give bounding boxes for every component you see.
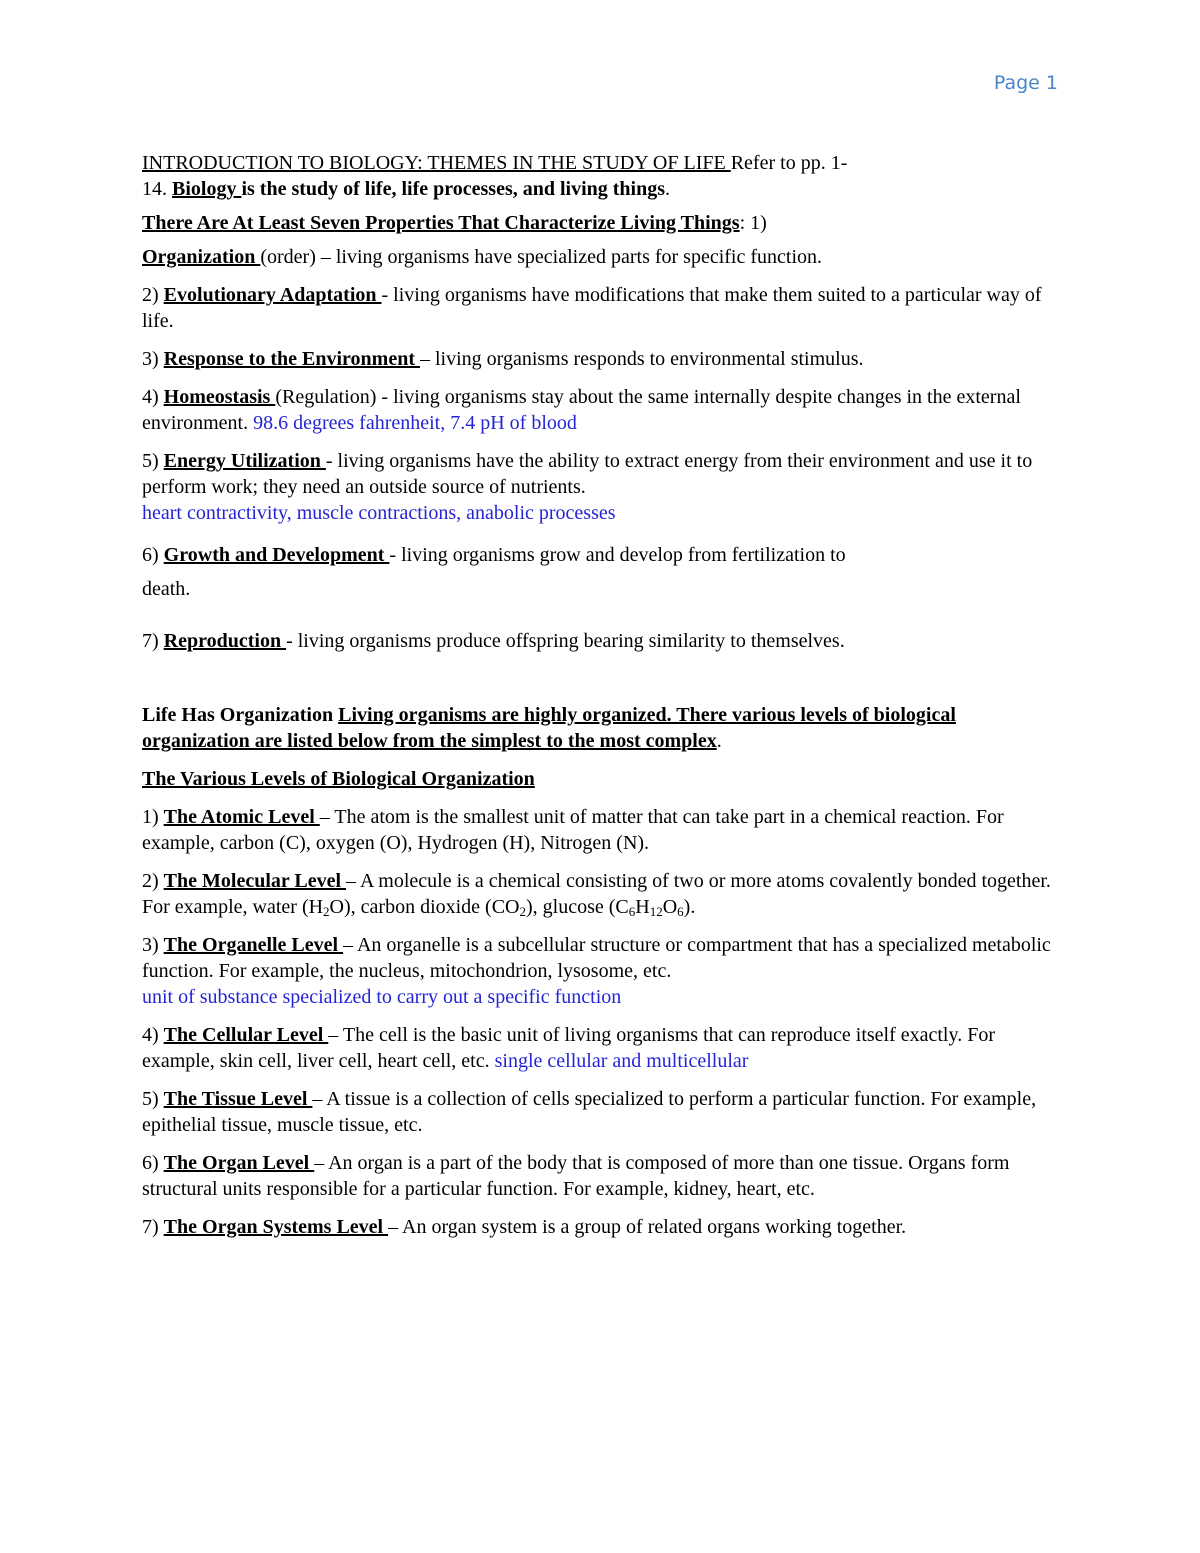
level-term: The Molecular Level xyxy=(163,870,347,892)
property-item: 3) Response to the Environment – living organisms responds to environmental stimulus. xyxy=(142,348,864,370)
property-text: (Regulation) - living organisms stay about the same internally despite changes in the external environment. xyxy=(142,386,1021,434)
level-term: The Organelle Level xyxy=(163,934,344,956)
level-term: The Cellular Level xyxy=(163,1024,329,1046)
property-note: heart contractivity, muscle contractions, anabolic processes xyxy=(142,502,616,524)
page-reference: Refer to pp. 1- xyxy=(730,152,848,174)
organization-end: . xyxy=(716,730,722,752)
organization-statement: Living organisms are highly organized. There various levels of biological organization are listed below from the simplest to the most complex xyxy=(142,704,956,752)
property-item: 4) Homeostasis (Regulation) - living organisms stay about the same internally despite changes in the external environment. 98.6 degrees fahrenheit, 7.4 pH of blood xyxy=(142,386,1021,434)
level-text: – A tissue is a collection of cells specialized to perform a particular function. For example, epithelial tissue, muscle tissue, etc. xyxy=(142,1088,1037,1136)
biology-term: Biology xyxy=(172,178,242,200)
level-item: 1) The Atomic Level – The atom is the smallest unit of matter that can take part in a chemical reaction. For example, carbon (C), oxygen (O), Hydrogen (H), Nitrogen (N). xyxy=(142,806,1004,854)
intro-paragraph xyxy=(142,150,1057,202)
biology-definition: is the study of life, life processes, and living things xyxy=(241,178,666,200)
level-item: 3) The Organelle Level – An organelle is a subcellular structure or compartment that has a specialized metabolic function. For example, the nucleus, mitochondrion, lysosome, etc. unit of substance specialized to carry out a specific function xyxy=(142,934,1051,1008)
property-term: Response to the Environment xyxy=(163,348,420,370)
level-term: The Organ Level xyxy=(163,1152,315,1174)
property-term: Growth and Development xyxy=(163,544,390,566)
level-term: The Atomic Level xyxy=(163,806,320,828)
level-text: – The cell is the basic unit of living organisms that can reproduce itself exactly. For example, skin cell, liver cell, heart cell, etc. xyxy=(142,1024,995,1072)
property-text: - living organisms grow and develop from fertilization to xyxy=(389,544,846,566)
property-term: Homeostasis xyxy=(163,386,276,408)
level-term: The Organ Systems Level xyxy=(163,1216,389,1238)
document-body xyxy=(142,150,1057,1252)
level-item: 4) The Cellular Level – The cell is the basic unit of living organisms that can reproduce itself exactly. For example, skin cell, liver cell, heart cell, etc. single cellular and multicellular xyxy=(142,1024,995,1072)
level-item: 5) The Tissue Level – A tissue is a collection of cells specialized to perform a particular function. For example, epithelial tissue, muscle tissue, etc. xyxy=(142,1088,1037,1136)
properties-heading-text: There Are At Least Seven Properties That Characterize Living Things xyxy=(142,212,740,234)
level-item: 2) The Molecular Level – A molecule is a chemical consisting of two or more atoms covalently bonded together. For example, water $(H_2O)$, carbon dioxide $(CO_2)$, glucose $(C_6H_{12}O_6)$. xyxy=(142,870,1051,919)
level-text: – The atom is the smallest unit of matter that can take part in a chemical reaction. For example, carbon (C), oxygen (O), Hydrogen (H), Nitrogen (N). xyxy=(142,806,1004,854)
property-item: 5) Energy Utilization - living organisms have the ability to extract energy from their environment and use it to perform work; they need an outside source of nutrients. heart contractivity, muscle contractions, anabolic processes xyxy=(142,450,1033,524)
properties-heading xyxy=(142,210,1057,236)
properties-heading-tail: : 1) xyxy=(739,212,767,234)
property-note: 98.6 degrees fahrenheit, 7.4 pH of blood xyxy=(253,412,577,434)
level-item: 7) The Organ Systems Level – An organ system is a group of related organs working together. xyxy=(142,1216,907,1238)
levels-heading-text: The Various Levels of Biological Organization xyxy=(142,768,535,790)
property-term: Evolutionary Adaptation xyxy=(163,284,382,306)
level-text: – An organ is a part of the body that is composed of more than one tissue. Organs form structural units responsible for a particular function. For example, kidney, heart, etc. xyxy=(142,1152,1010,1200)
property-text: - living organisms have modifications that make them suited to a particular way of life. xyxy=(142,284,1042,332)
organization-paragraph xyxy=(142,702,1057,754)
property-item: 7) Reproduction - living organisms produce offspring bearing similarity to themselves. xyxy=(142,630,845,652)
biology-end: . xyxy=(665,178,671,200)
level-note: unit of substance specialized to carry out a specific function xyxy=(142,986,622,1008)
property-text-cont: death. xyxy=(142,578,191,600)
property-text: - living organisms have the ability to extract energy from their environment and use it to perform work; they need an outside source of nutrients. xyxy=(142,450,1033,498)
property-item: 6) Growth and Development - living organisms grow and develop from fertilization to death. xyxy=(142,544,846,600)
level-note: single cellular and multicellular xyxy=(494,1050,749,1072)
levels-heading xyxy=(142,766,1057,792)
property-term: Reproduction xyxy=(163,630,287,652)
level-text: – A molecule is a chemical consisting of two or more atoms covalently bonded together. For example, water (H xyxy=(142,870,1051,918)
property-text: – living organisms responds to environmental stimulus. xyxy=(419,348,864,370)
level-text: – An organ system is a group of related organs working together. xyxy=(388,1216,907,1238)
page-reference-cont: 14. xyxy=(142,178,172,200)
property-term: Organization xyxy=(142,246,261,268)
property-text: - living organisms produce offspring bearing similarity to themselves. xyxy=(286,630,845,652)
property-item xyxy=(142,244,1057,270)
property-item: 2) Evolutionary Adaptation - living organisms have modifications that make them suited to a particular way of life. xyxy=(142,284,1042,332)
organization-lead: Life Has Organization xyxy=(142,704,339,726)
level-text: – An organelle is a subcellular structure or compartment that has a specialized metabolic function. For example, the nucleus, mitochondrion, lysosome, etc. xyxy=(142,934,1051,982)
level-term: The Tissue Level xyxy=(163,1088,313,1110)
property-term: Energy Utilization xyxy=(163,450,326,472)
property-text: (order) – living organisms have specialized parts for specific function. xyxy=(260,246,823,268)
page-number: Page 1 xyxy=(993,72,1058,94)
level-item: 6) The Organ Level – An organ is a part of the body that is composed of more than one tissue. Organs form structural units responsible for a particular function. For example, kidney, heart, etc. xyxy=(142,1152,1010,1200)
document-title: INTRODUCTION TO BIOLOGY: THEMES IN THE STUDY OF LIFE xyxy=(142,152,731,174)
